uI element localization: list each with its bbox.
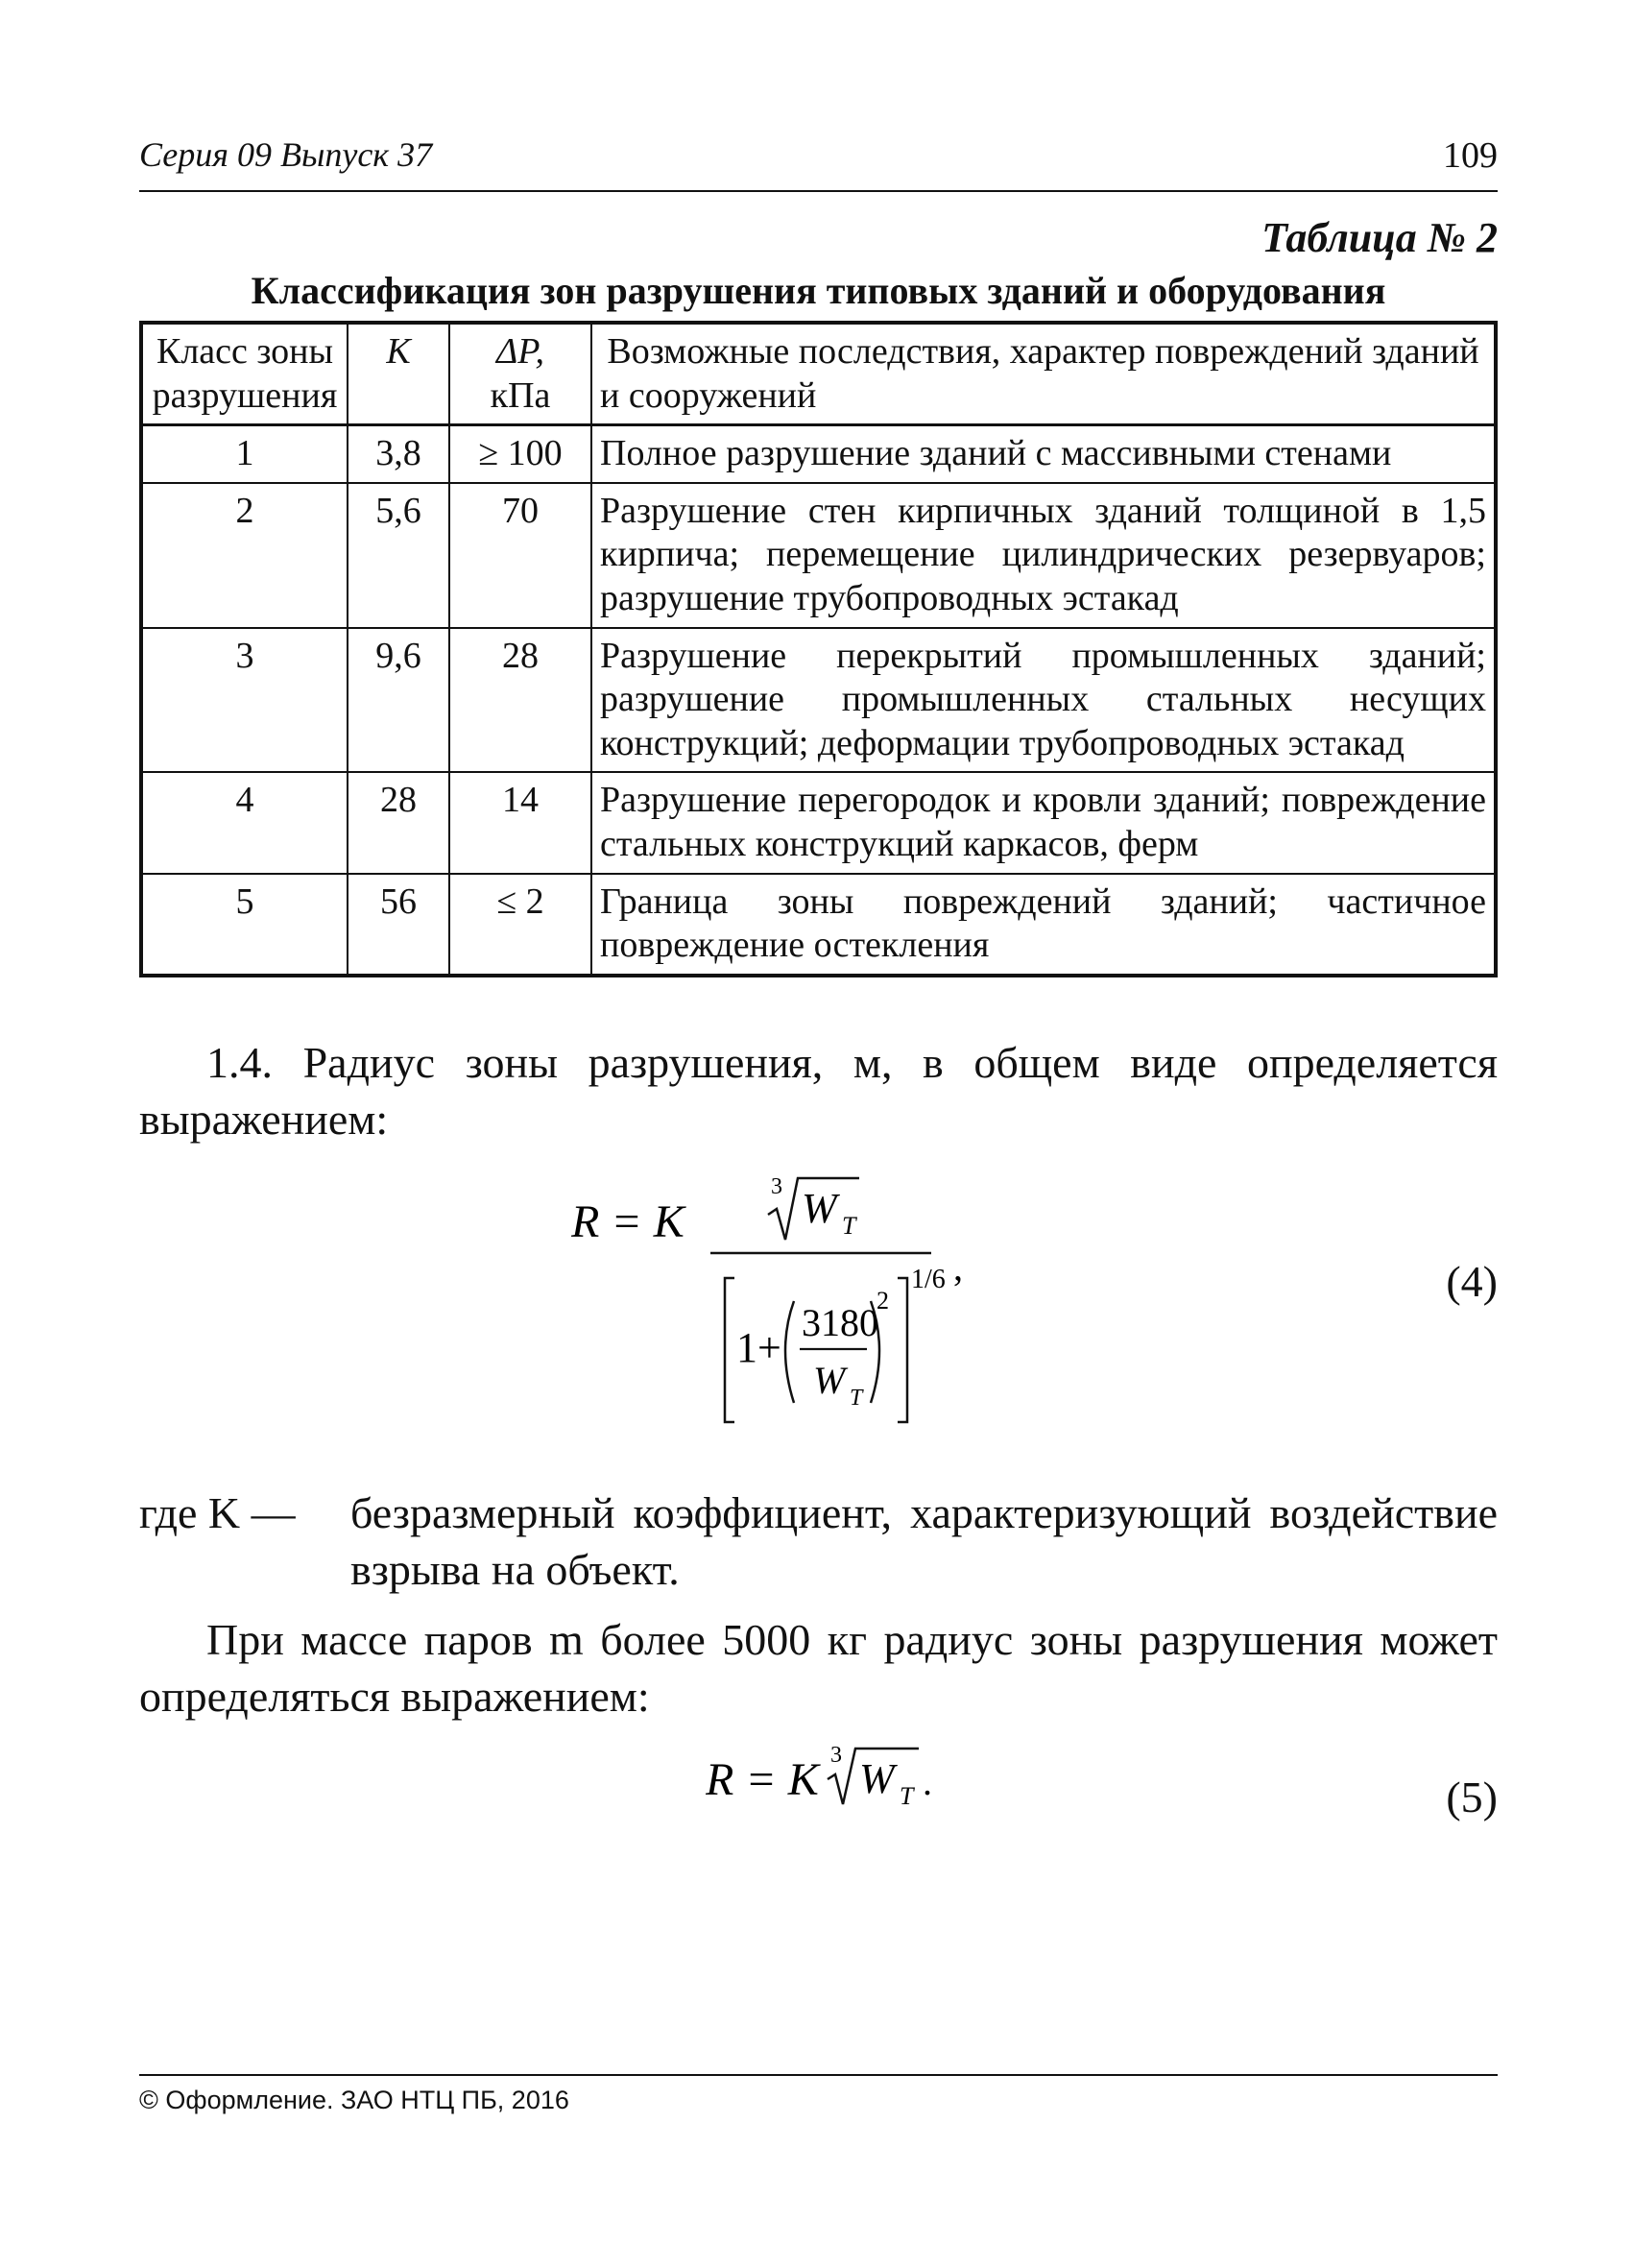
cell-k: 56 [348, 874, 449, 976]
formula-4-var-denom-sub: T [850, 1386, 863, 1411]
zones-table [139, 321, 1498, 977]
cell-zone-class: 4 [141, 772, 348, 873]
dp-symbol: ΔP, [495, 331, 545, 372]
formula-4 [571, 1165, 974, 1453]
formula-4-var-sub: T [842, 1212, 856, 1241]
right-bracket [898, 1278, 907, 1422]
cell-zone-class: 3 [141, 628, 348, 773]
cell-k: 5,6 [348, 483, 449, 628]
formula-4-inner-exp: 2 [877, 1287, 889, 1315]
formula-4-const: 3180 [802, 1301, 878, 1345]
cell-k: 28 [348, 772, 449, 873]
table-header-row [141, 323, 1496, 425]
col-header-effects: Возможные последствия, характер повреждений зданий и сооружений [591, 323, 1496, 425]
formula-5-number: (5) [1446, 1772, 1498, 1822]
cell-zone-class: 5 [141, 874, 348, 976]
cell-dp: 70 [449, 483, 591, 628]
formula-4-lhs: R = K [571, 1196, 684, 1248]
formula-5-var: W [859, 1754, 895, 1802]
table-title: Классификация зон разрушения типовых зданий и оборудования [251, 269, 1386, 312]
formula-5-cube-index: 3 [830, 1742, 842, 1768]
left-bracket [725, 1278, 734, 1422]
formula-4-var: W [802, 1185, 837, 1233]
cell-effects: Разрушение перегородок и кровли зданий; повреждение стальных конструкций каркасов, ферм [591, 772, 1496, 873]
cell-dp: 14 [449, 772, 591, 873]
left-paren [785, 1301, 794, 1403]
cell-dp: 28 [449, 628, 591, 773]
cell-effects: Разрушение стен кирпичных зданий толщиной в 1,5 кирпича; перемещение цилиндрических резервуаров; разрушение трубопроводных эстакад [591, 483, 1496, 628]
table-row [141, 425, 1496, 483]
formula-4-cube-index: 3 [771, 1174, 782, 1200]
col-header-zone-class: Класс зоны разрушения [141, 323, 348, 425]
formula-4-trail: , [953, 1245, 963, 1290]
cell-zone-class: 1 [141, 425, 348, 483]
where-lead: где K — [139, 1488, 296, 1538]
formula-4-var-denom: W [813, 1359, 846, 1403]
running-header [139, 134, 1498, 192]
paragraph-1-4: 1.4. Радиус зоны разрушения, м, в общем виде определяется выражением: [139, 1037, 1498, 1144]
cell-k: 3,8 [348, 425, 449, 483]
formula-4-outer-exp: 1/6 [911, 1265, 946, 1295]
formula-4-block [139, 1165, 1498, 1472]
table-label: Таблица № 2 [1261, 214, 1498, 261]
cell-dp: ≥ 100 [449, 425, 591, 483]
formula-5-var-sub: T [900, 1781, 914, 1810]
cell-k: 9,6 [348, 628, 449, 773]
col-header-dp [449, 323, 591, 425]
where-text: безразмерный коэффициент, характеризующий воздействие взрыва на объект. [350, 1488, 1498, 1595]
formula-5 [706, 1735, 994, 1826]
cell-zone-class: 2 [141, 483, 348, 628]
formula-5-trail: . [923, 1759, 932, 1803]
table-row [141, 874, 1496, 976]
cell-effects: Полное разрушение зданий с массивными стенами [591, 425, 1496, 483]
dp-unit: кПа [490, 374, 551, 416]
cell-effects: Разрушение перекрытий промышленных зданий; разрушение промышленных стальных несущих конструкций; деформации трубопроводных эстакад [591, 628, 1496, 773]
formula-4-number: (4) [1446, 1257, 1498, 1307]
series-title: Серия 09 Выпуск 37 [139, 135, 433, 174]
col-header-k: K [348, 323, 449, 425]
formula-5-block [139, 1735, 1498, 1826]
page [139, 134, 1498, 1826]
formula-4-one-plus: 1+ [736, 1324, 781, 1372]
where-clause [139, 1485, 1498, 1599]
paragraph-mass: При массе паров m более 5000 кг радиус зоны разрушения может определяться выражением: [139, 1615, 1498, 1722]
table-row [141, 483, 1496, 628]
page-number: 109 [1443, 135, 1498, 176]
cell-dp: ≤ 2 [449, 874, 591, 976]
footer-copyright: © Оформление. ЗАО НТЦ ПБ, 2016 [139, 2074, 1498, 2115]
table-row [141, 628, 1496, 773]
formula-5-lhs: R = K [706, 1753, 819, 1805]
table-row [141, 772, 1496, 873]
cell-effects: Граница зоны повреждений зданий; частичное повреждение остекления [591, 874, 1496, 976]
